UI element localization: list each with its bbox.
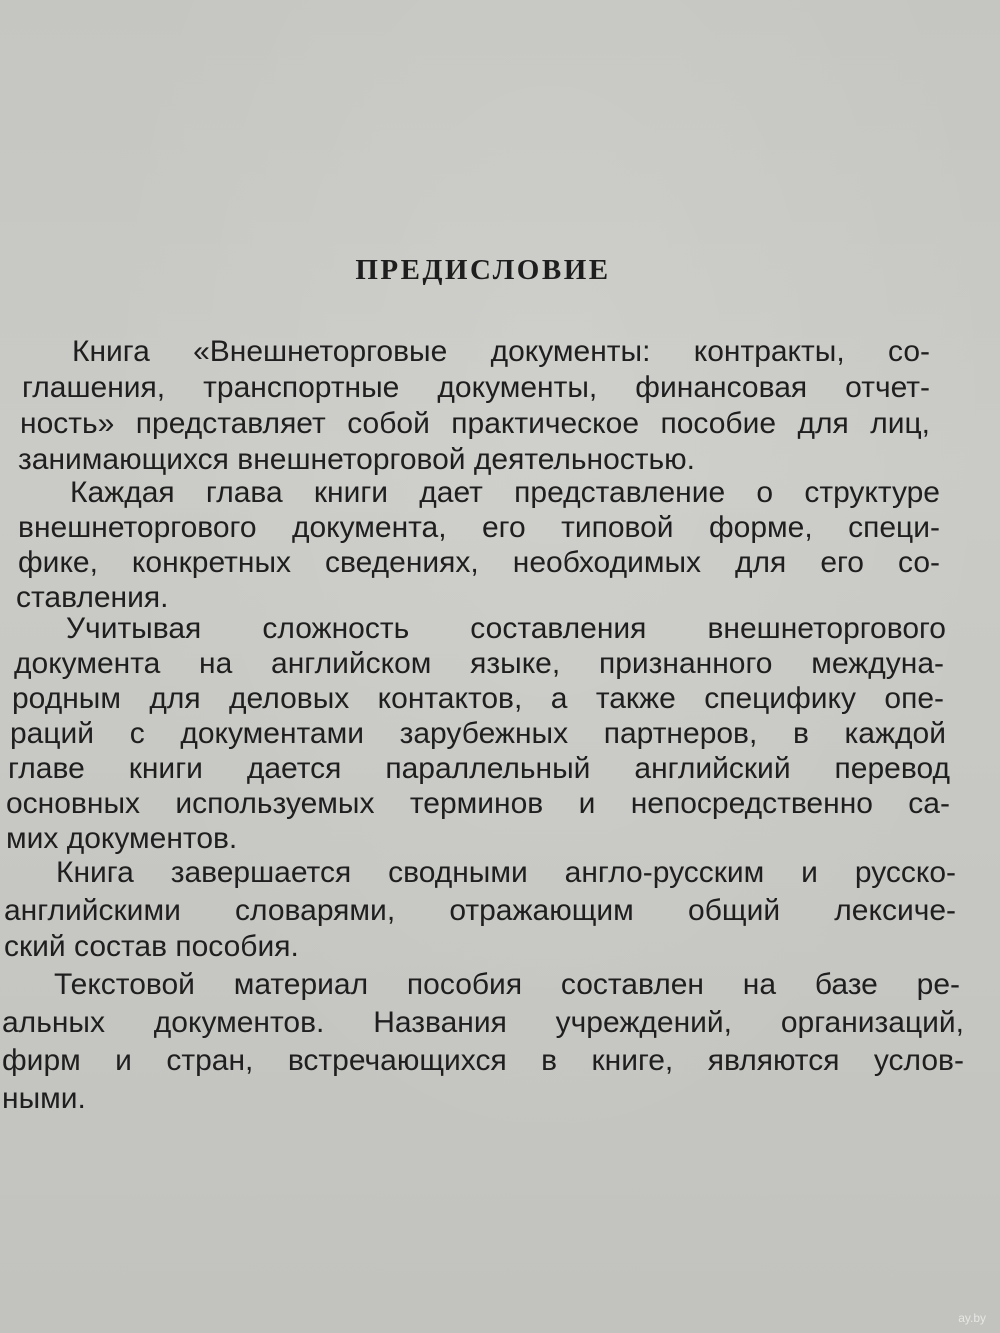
text-line: Учитывая сложность составления внешнеторгового (66, 612, 946, 645)
text-line: ский состав пособия. (4, 930, 299, 963)
text-line: документа на английском языке, признанного междуна- (14, 647, 944, 680)
text-line: родным для деловых контактов, а также специфику опе- (12, 682, 944, 715)
text-line: раций с документами зарубежных партнеров, в каждой (10, 717, 946, 750)
text-line: ность» представляет собой практическое пособие для лиц, (20, 407, 930, 440)
page-title: ПРЕДИСЛОВИЕ (355, 254, 611, 286)
text-line: занимающихся внешнеторговой деятельностью. (18, 443, 696, 476)
text-line: английскими словарями, отражающим общий лексиче- (4, 894, 956, 927)
text-line: Текстовой материал пособия составлен на базе ре- (54, 968, 960, 1001)
text-line: Каждая глава книги дает представление о структуре (70, 476, 940, 509)
text-line: мих документов. (6, 822, 238, 855)
text-line: альных документов. Названия учреждений, организаций, (2, 1006, 964, 1039)
text-line: внешнеторгового документа, его типовой форме, специ- (18, 511, 940, 544)
watermark: ay.by (958, 1311, 986, 1325)
text-line: ными. (2, 1082, 86, 1115)
text-line: ставления. (16, 581, 169, 614)
text-line: фике, конкретных сведениях, необходимых для его со- (18, 546, 940, 579)
text-line: фирм и стран, встречающихся в книге, являются услов- (2, 1044, 964, 1077)
text-line: основных используемых терминов и непосредственно са- (6, 787, 950, 820)
text-line: Книга «Внешнеторговые документы: контракты, со- (72, 335, 930, 368)
text-line: главе книги дается параллельный английский перевод (8, 752, 950, 785)
text-line: глашения, транспортные документы, финансовая отчет- (22, 371, 930, 404)
text-line: Книга завершается сводными англо-русским и русско- (56, 856, 956, 889)
